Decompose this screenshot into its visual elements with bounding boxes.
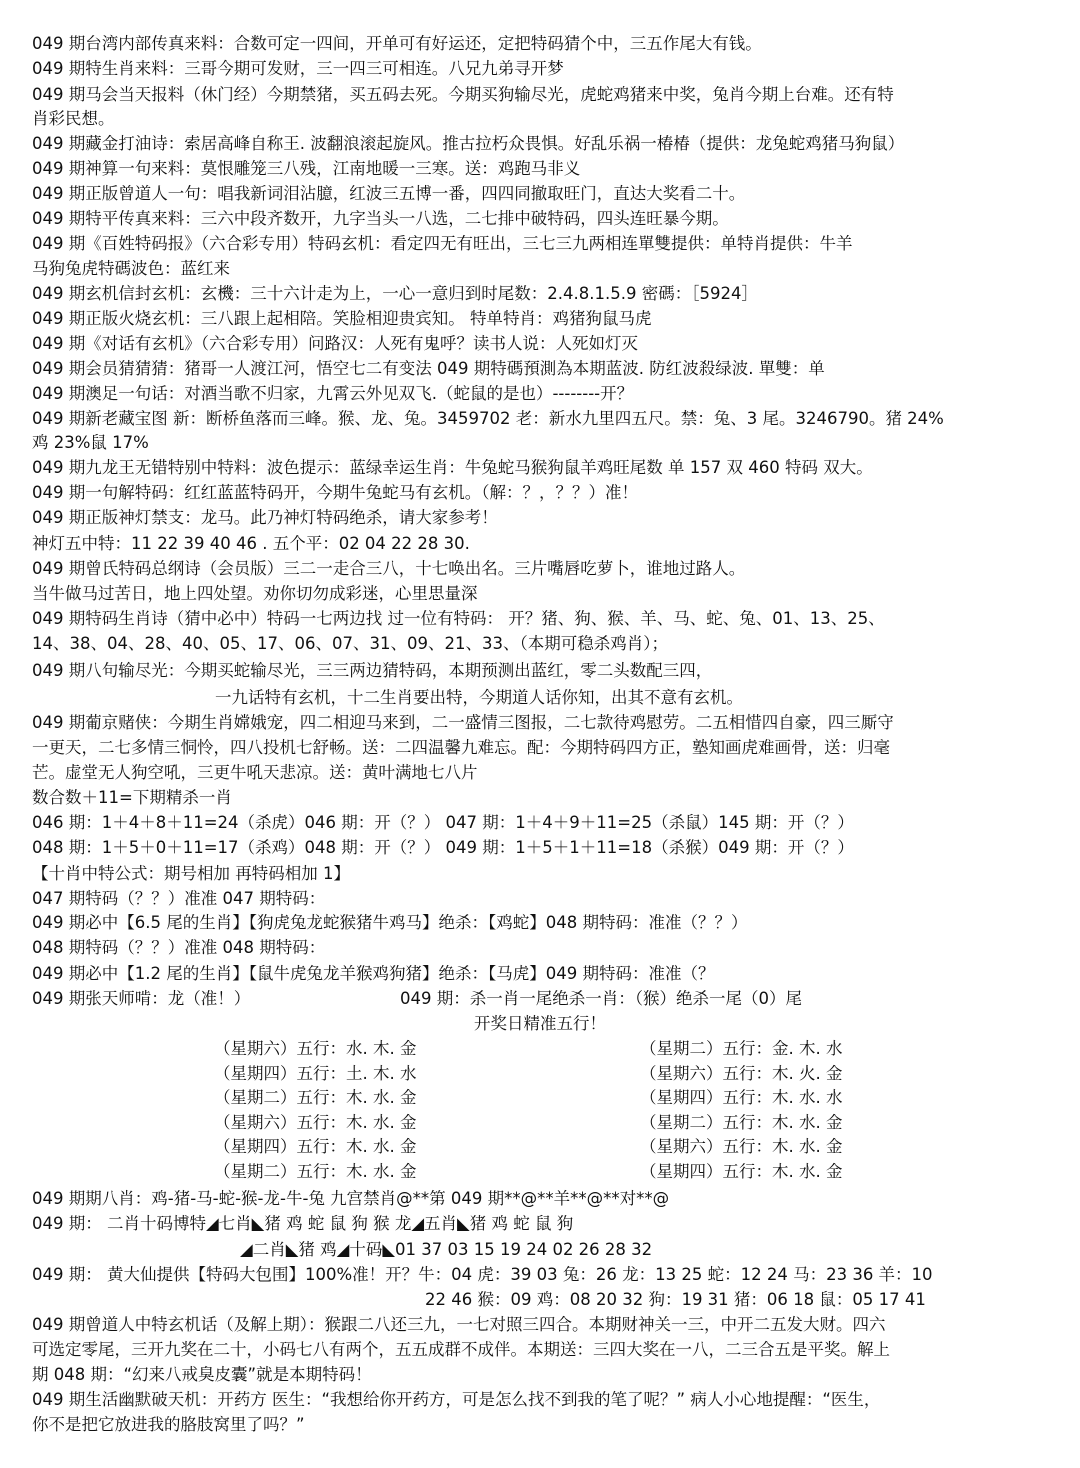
wuxing-left-row: （星期二）五行：木. 水. 金 — [214, 1161, 417, 1181]
text-line: 048 期特码（？？）准准 048 期特码： — [32, 938, 326, 957]
text-line: 049 期曾氏特码总纲诗（会员版）三二一走合三八，十七唤出名。三片嘴唇吃萝卜，谁地过路人。 — [32, 559, 746, 578]
text-line: 神灯五中特：11 22 39 40 46 . 五个平：02 04 22 28 30. — [32, 534, 470, 553]
text-line: 048 期：1＋5＋0＋11=17（杀鸡）048 期：开（？） 049 期：1＋5＋1＋11=18（杀猴）049 期：开（？） — [32, 838, 854, 857]
wuxing-right-row: （星期二）五行：木. 水. 金 — [640, 1112, 843, 1132]
text-line: 049 期《对话有玄机》（六合彩专用）问路汉：人死有鬼呼？读书人说：人死如灯灭 — [32, 334, 638, 353]
text-line: 049 期会员猜猜猜：猪哥一人渡江河，悟空七二有变法 049 期特碼預測為本期蓝波. 防红波殺绿波. 單雙：单 — [32, 359, 825, 378]
wuxing-right-row: （星期四）五行：木. 水. 水 — [640, 1088, 843, 1107]
tail-line: 049 期： 黄大仙提供【特码大包围】100%准！开？牛：04 虎：39 03 兔：26 龙：13 25 蛇：12 24 马：23 36 羊：10 — [32, 1265, 933, 1284]
text-line: 049 期正版火烧玄机：三八跟上起相陪。笑脸相迎贵宾知。 特单特肖：鸡猪狗鼠马虎 — [32, 309, 652, 328]
text-line: 当牛做马过苦日，地上四处望。劝你切勿成彩迷，心里思量深 — [32, 584, 478, 603]
tail-line: 可选定零尾，三开九奖在二十，小码七八有两个，五五成群不成伴。本期送：三四大奖在一八，二三合五是平奖。解上 — [32, 1340, 890, 1359]
text-line: 数合数＋11=下期精杀一肖 — [32, 788, 232, 807]
wuxing-right-row: （星期四）五行：木. 水. 金 — [640, 1161, 843, 1181]
text-line: 047 期特码（？？）准准 047 期特码： — [32, 889, 326, 908]
text-line: 049 期特平传真来料：三六中段齐数开，九字当头一八选，二七排中破特码，四头连旺暴今期。 — [32, 209, 729, 228]
text-line: 14、38、04、28、40、05、17、06、07、31、09、21、33、（本期可稳杀鸡肖）； — [32, 634, 668, 653]
text-line: 049 期新老藏宝图 新：断桥鱼落而三峰。猴、龙、兔。3459702 老：新水九里四五尺。禁：兔、3 尾。3246790。猪 24% — [32, 409, 944, 428]
text-line: 049 期八句输尽光：今期买蛇输尽光，三三两边猜特码，本期预测出蓝红，零二头数配三四， — [32, 661, 713, 680]
text-line: 049 期必中【1.2 尾的生肖】【鼠牛虎兔龙羊猴鸡狗猪】绝杀：【马虎】049 期特码：准准（？ — [32, 964, 715, 983]
text-line: 049 期正版曾道人一句：唱我新词泪沾臆，红波三五博一番，四四同撤取旺门，直达大奖看二十。 — [32, 184, 746, 203]
text-line: 046 期：1＋4＋8＋11=24（杀虎）046 期：开（？） 047 期：1＋4＋9＋11=25（杀鼠）145 期：开（？） — [32, 813, 854, 832]
text-line: 芒。虚堂无人狗空吼，三更牛吼天悲凉。送：黄叶满地七八片 — [32, 763, 478, 782]
text-line: 049 期《百姓特码报》（六合彩专用）特码玄机：看定四无有旺出，三七三九两相连單雙提供：单特肖提供：牛羊 — [32, 234, 853, 253]
tail-line: 期 048 期：“幻来八戒臭皮囊”就是本期特码！ — [32, 1365, 372, 1384]
wuxing-right-row: （星期二）五行：金. 木. 水 — [640, 1039, 843, 1058]
tail-line: 049 期期八肖：鸡-猪-马-蛇-猴-龙-牛-兔 九宫禁肖@**第 049 期**@**羊**@**对**@ — [32, 1189, 670, 1208]
text-line: 049 期九龙王无错特别中特料：波色提示：蓝绿幸运生肖：牛兔蛇马猴狗鼠羊鸡旺尾数 单 157 双 460 特码 双大。 — [32, 458, 873, 477]
wuxing-left-row: （星期二）五行：木. 水. 金 — [214, 1088, 417, 1107]
wuxing-title: 开奖日精准五行！ — [474, 1014, 606, 1033]
text-line: 一更天，二七多情三恫怜，四八投机七舒畅。送：二四温馨九难忘。配：今期特码四方正，塾知画虎难画骨，送：归毫 — [32, 738, 890, 757]
wuxing-right-row: （星期六）五行：木. 水. 金 — [640, 1137, 843, 1156]
tail-line: 049 期曾道人中特玄机话（及解上期）：猴跟二八还三九，一七对照三四合。本期财神关一三，中开二五发大财。四六 — [32, 1315, 886, 1334]
text-line: 049 期正版神灯禁支：龙马。此乃神灯特码绝杀，请大家参考！ — [32, 508, 498, 527]
tail-line: 049 期： 二肖十码博特◢七肖◣猪 鸡 蛇 鼠 狗 猴 龙◢五肖◣猪 鸡 蛇 鼠 狗 — [32, 1214, 574, 1233]
text-line: 049 期一句解特码：红红蓝蓝特码开，今期牛兔蛇马有玄机。（解：？，？？）准！ — [32, 483, 638, 502]
text-line: 一九话特有玄机，十二生肖要出特，今期道人话你知，出其不意有玄机。 — [215, 688, 743, 707]
tail-line: 22 46 猴：09 鸡：08 20 32 狗：19 31 猪：06 18 鼠：05 17 41 — [425, 1290, 926, 1309]
text-line: 049 期葡京赌侠：今期生肖嫦娥宠，四二相迎马来到，二一盛情三图报，二七款待鸡慰劳。二五相惜四自豪，四三厮守 — [32, 713, 894, 732]
tail-line: 你不是把它放进我的胳肢窝里了吗？” — [32, 1415, 305, 1434]
text-line: 049 期特生肖来料：三哥今期可发财，三一四三可相连。八兄九弟寻开梦 — [32, 59, 564, 78]
wuxing-right-row: （星期六）五行：木. 火. 金 — [640, 1063, 843, 1083]
text-line: 049 期台湾内部传真来料：合数可定一四间，开单可有好运还，定把特码猜个中，三五作尾大有钱。 — [32, 34, 762, 53]
tail-line: ◢二肖◣猪 鸡◢十码◣01 37 03 15 19 24 02 26 28 32 — [240, 1240, 653, 1259]
text-line: 【十肖中特公式：期号相加 再特码相加 1】 — [32, 864, 350, 883]
text-line: 049 期澳足一句话：对酒当歌不归家，九霄云外见双飞.（蛇鼠的是也）--------开？ — [32, 384, 634, 403]
wuxing-left-row: （星期六）五行：木. 水. 金 — [214, 1112, 417, 1132]
text-line: 049 期神算一句来料：莫恨雕笼三八残，江南地暖一三寒。送：鸡跑马非义 — [32, 159, 581, 178]
text-line: 049 期玄机信封玄机：玄機：三十六计走为上，一心一意归到时尾数：2.4.8.1.5.9 密碼：［5924］ — [32, 284, 758, 303]
text-line: 肖彩民想。 — [32, 109, 115, 128]
shooter-right: 049 期：杀一肖一尾绝杀一肖：（猴）绝杀一尾（0）尾 — [400, 989, 802, 1008]
tail-line: 049 期生活幽默破天机：开药方 医生：“我想给你开药方，可是怎么找不到我的笔了呢？” 病人小心地提醒：“医生， — [32, 1390, 881, 1409]
text-line: 049 期必中【6.5 尾的生肖】【狗虎兔龙蛇猴猪牛鸡马】绝杀：【鸡蛇】048 期特码：准准（？？） — [32, 913, 748, 932]
text-line: 049 期藏金打油诗：索居高峰自称王. 波翻浪滚起旋风。推古拉朽众畏惧。好乱乐祸一椿椿（提供：龙兔蛇鸡猪马狗鼠） — [32, 134, 905, 153]
text-line: 鸡 23%鼠 17% — [32, 433, 149, 452]
text-line: 马狗兔虎特碼波色：蓝红来 — [32, 259, 230, 278]
text-line: 049 期特码生肖诗（猜中必中）特码一七两边找 过一位有特码： 开？猪、狗、猴、羊、马、蛇、兔、01、13、25、 — [32, 609, 885, 628]
shooter-left: 049 期张天师啃：龙（准！） — [32, 989, 251, 1008]
text-line: 049 期马会当天报料（休门经）今期禁猪，买五码去死。今期买狗输尽光，虎蛇鸡猪来中奖，兔肖今期上台难。还有特 — [32, 85, 894, 104]
wuxing-left-row: （星期六）五行：水. 木. 金 — [214, 1039, 417, 1058]
wuxing-left-row: （星期四）五行：土. 木. 水 — [214, 1063, 417, 1083]
wuxing-left-row: （星期四）五行：木. 水. 金 — [214, 1137, 417, 1156]
